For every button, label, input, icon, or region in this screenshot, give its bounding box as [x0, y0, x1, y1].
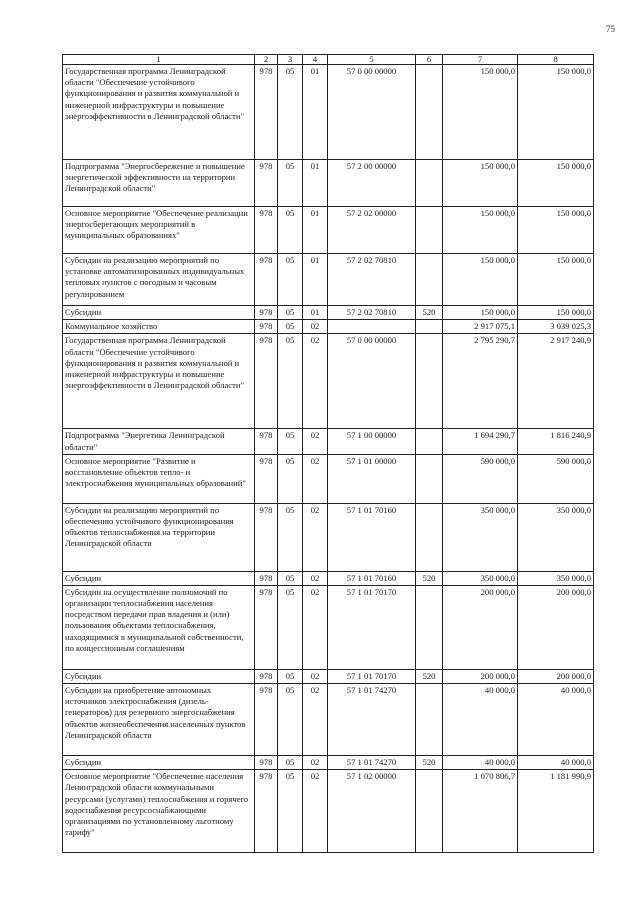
row-name-cell: Субсидии: [63, 669, 255, 683]
target-article-cell: 57 1 02 00000: [328, 770, 416, 853]
amount-year2-cell: 150 000,0: [518, 65, 594, 160]
amount-year2-cell: 150 000,0: [518, 306, 594, 320]
subsection-cell: 01: [303, 254, 328, 306]
expense-type-cell: [416, 503, 443, 571]
row-name-cell: Субсидии на приобретение автономных источников электроснабжения (дизель-генераторов) для резервного энергоснабжения объектов жизнеобеспечения населенных пунктов Ленинградской области: [63, 684, 255, 756]
ministry-code-cell: 978: [255, 207, 278, 254]
amount-year1-cell: 350 000,0: [443, 571, 518, 585]
amount-year1-cell: 200 000,0: [443, 669, 518, 683]
table-row: [63, 571, 594, 585]
amount-year2-cell: 200 000,0: [518, 585, 594, 669]
subsection-cell: 02: [303, 770, 328, 853]
header-cell: 5: [328, 55, 416, 65]
amount-year1-cell: 40 000,0: [443, 756, 518, 770]
header-cell: 6: [416, 55, 443, 65]
row-name-cell: Основное мероприятие "Развитие и восстановление объектов тепло- и электроснабжения муниципальных образований": [63, 454, 255, 503]
header-cell: 8: [518, 55, 594, 65]
row-name-cell: Субсидии: [63, 571, 255, 585]
subsection-cell: 02: [303, 669, 328, 683]
section-cell: 05: [278, 454, 303, 503]
ministry-code-cell: 978: [255, 334, 278, 429]
header-cell: 7: [443, 55, 518, 65]
target-article-cell: 57 2 02 70810: [328, 254, 416, 306]
target-article-cell: 57 1 00 00000: [328, 429, 416, 454]
table-row: [63, 160, 594, 207]
section-cell: 05: [278, 65, 303, 160]
amount-year1-cell: 40 000,0: [443, 684, 518, 756]
amount-year1-cell: 1 070 806,7: [443, 770, 518, 853]
target-article-cell: 57 1 01 70170: [328, 669, 416, 683]
subsection-cell: 02: [303, 503, 328, 571]
table-row: [63, 503, 594, 571]
expense-type-cell: [416, 454, 443, 503]
amount-year1-cell: 350 000,0: [443, 503, 518, 571]
row-name-cell: Субсидии на реализацию мероприятий по установке автоматизированных индивидуальных тепловых пунктов с погодным и часовым регулированием: [63, 254, 255, 306]
ministry-code-cell: 978: [255, 65, 278, 160]
amount-year2-cell: 1 816 240,9: [518, 429, 594, 454]
row-name-cell: Подпрограмма "Энергосбережение и повышение энергетической эффективности на территории Ленинградской области": [63, 160, 255, 207]
section-cell: 05: [278, 684, 303, 756]
target-article-cell: 57 2 02 70810: [328, 306, 416, 320]
table-row: [63, 770, 594, 853]
amount-year2-cell: 40 000,0: [518, 756, 594, 770]
section-cell: 05: [278, 160, 303, 207]
amount-year2-cell: 150 000,0: [518, 207, 594, 254]
amount-year2-cell: 350 000,0: [518, 503, 594, 571]
amount-year1-cell: 150 000,0: [443, 207, 518, 254]
ministry-code-cell: 978: [255, 669, 278, 683]
table-row: [63, 320, 594, 334]
target-article-cell: 57 2 02 00000: [328, 207, 416, 254]
expense-type-cell: [416, 207, 443, 254]
ministry-code-cell: 978: [255, 770, 278, 853]
section-cell: 05: [278, 254, 303, 306]
amount-year2-cell: 40 000,0: [518, 684, 594, 756]
ministry-code-cell: 978: [255, 571, 278, 585]
target-article-cell: 57 1 01 74270: [328, 684, 416, 756]
section-cell: 05: [278, 334, 303, 429]
subsection-cell: 01: [303, 160, 328, 207]
subsection-cell: 01: [303, 306, 328, 320]
row-name-cell: Субсидии на осуществление полномочий по организации теплоснабжения населения посредством передачи прав владения и (или) пользования объектами теплоснабжения, находящимися в муниципальной собственности, по концессионным соглашениям: [63, 585, 255, 669]
subsection-cell: 02: [303, 571, 328, 585]
section-cell: 05: [278, 306, 303, 320]
section-cell: 05: [278, 585, 303, 669]
amount-year1-cell: 2 917 075,1: [443, 320, 518, 334]
section-cell: 05: [278, 207, 303, 254]
expense-type-cell: [416, 254, 443, 306]
subsection-cell: 02: [303, 756, 328, 770]
amount-year2-cell: 150 000,0: [518, 254, 594, 306]
budget-table: [62, 54, 594, 853]
target-article-cell: 57 1 01 70160: [328, 571, 416, 585]
target-article-cell: 57 1 01 00000: [328, 454, 416, 503]
section-cell: 05: [278, 429, 303, 454]
ministry-code-cell: 978: [255, 503, 278, 571]
amount-year2-cell: 200 000,0: [518, 669, 594, 683]
expense-type-cell: [416, 585, 443, 669]
section-cell: 05: [278, 320, 303, 334]
expense-type-cell: 520: [416, 756, 443, 770]
row-name-cell: Субсидии: [63, 306, 255, 320]
ministry-code-cell: 978: [255, 160, 278, 207]
ministry-code-cell: 978: [255, 306, 278, 320]
expense-type-cell: [416, 429, 443, 454]
expense-type-cell: [416, 65, 443, 160]
target-article-cell: 57 1 01 70160: [328, 503, 416, 571]
amount-year2-cell: 1 181 990,9: [518, 770, 594, 853]
table-row: [63, 207, 594, 254]
ministry-code-cell: 978: [255, 429, 278, 454]
table-row: [63, 65, 594, 160]
amount-year2-cell: 2 917 240,9: [518, 334, 594, 429]
header-cell: 3: [278, 55, 303, 65]
expense-type-cell: [416, 684, 443, 756]
table-row: [63, 254, 594, 306]
table-row: [63, 585, 594, 669]
row-name-cell: Государственная программа Ленинградской области "Обеспечение устойчивого функционирования и развития коммунальной и инженерной инфраструктуры и повышение энергоэффективности в Ленинградской области": [63, 65, 255, 160]
row-name-cell: Коммунальное хозяйство: [63, 320, 255, 334]
section-cell: 05: [278, 770, 303, 853]
expense-type-cell: 520: [416, 306, 443, 320]
amount-year1-cell: 150 000,0: [443, 254, 518, 306]
target-article-cell: [328, 320, 416, 334]
target-article-cell: 57 0 00 00000: [328, 65, 416, 160]
header-row: [63, 55, 594, 65]
header-cell: 1: [63, 55, 255, 65]
expense-type-cell: [416, 320, 443, 334]
subsection-cell: 02: [303, 454, 328, 503]
amount-year2-cell: 590 000,0: [518, 454, 594, 503]
expense-type-cell: [416, 160, 443, 207]
table-row: [63, 454, 594, 503]
row-name-cell: Государственная программа Ленинградской области "Обеспечение устойчивого функционирования и развития коммунальной и инженерной инфраструктуры и повышение энергоэффективности в Ленинградской области": [63, 334, 255, 429]
target-article-cell: 57 2 00 00000: [328, 160, 416, 207]
table-row: [63, 669, 594, 683]
subsection-cell: 02: [303, 585, 328, 669]
ministry-code-cell: 978: [255, 756, 278, 770]
row-name-cell: Основное мероприятие "Обеспечение реализации энергосберегающих мероприятий в муниципальных образованиях": [63, 207, 255, 254]
ministry-code-cell: 978: [255, 585, 278, 669]
expense-type-cell: 520: [416, 571, 443, 585]
table-row: [63, 756, 594, 770]
header-cell: 2: [255, 55, 278, 65]
target-article-cell: 57 0 00 00000: [328, 334, 416, 429]
subsection-cell: 01: [303, 207, 328, 254]
subsection-cell: 02: [303, 320, 328, 334]
section-cell: 05: [278, 571, 303, 585]
row-name-cell: Подпрограмма "Энергетика Ленинградской области": [63, 429, 255, 454]
table-row: [63, 429, 594, 454]
page-number: 75: [606, 24, 615, 34]
section-cell: 05: [278, 503, 303, 571]
amount-year1-cell: 2 795 290,7: [443, 334, 518, 429]
subsection-cell: 02: [303, 429, 328, 454]
subsection-cell: 01: [303, 65, 328, 160]
amount-year1-cell: 590 000,0: [443, 454, 518, 503]
amount-year1-cell: 150 000,0: [443, 306, 518, 320]
row-name-cell: Основное мероприятие "Обеспечение населения Ленинградской области коммунальными ресурсами (услугами) теплоснабжения и горячего водоснабжения ресурсоснабжающими организациями по установленному льготному тарифу": [63, 770, 255, 853]
target-article-cell: 57 1 01 74270: [328, 756, 416, 770]
ministry-code-cell: 978: [255, 320, 278, 334]
target-article-cell: 57 1 01 70170: [328, 585, 416, 669]
subsection-cell: 02: [303, 334, 328, 429]
row-name-cell: Субсидии: [63, 756, 255, 770]
amount-year1-cell: 150 000,0: [443, 160, 518, 207]
ministry-code-cell: 978: [255, 684, 278, 756]
section-cell: 05: [278, 669, 303, 683]
ministry-code-cell: 978: [255, 254, 278, 306]
header-cell: 4: [303, 55, 328, 65]
section-cell: 05: [278, 756, 303, 770]
subsection-cell: 02: [303, 684, 328, 756]
amount-year1-cell: 150 000,0: [443, 65, 518, 160]
row-name-cell: Субсидии на реализацию мероприятий по обеспечению устойчивого функционирования объектов теплоснабжения на территории Ленинградской области: [63, 503, 255, 571]
amount-year2-cell: 3 039 025,3: [518, 320, 594, 334]
ministry-code-cell: 978: [255, 454, 278, 503]
expense-type-cell: 520: [416, 669, 443, 683]
table-row: [63, 334, 594, 429]
table-row: [63, 306, 594, 320]
expense-type-cell: [416, 334, 443, 429]
expense-type-cell: [416, 770, 443, 853]
amount-year1-cell: 1 694 290,7: [443, 429, 518, 454]
amount-year1-cell: 200 000,0: [443, 585, 518, 669]
amount-year2-cell: 350 000,0: [518, 571, 594, 585]
amount-year2-cell: 150 000,0: [518, 160, 594, 207]
table-row: [63, 684, 594, 756]
